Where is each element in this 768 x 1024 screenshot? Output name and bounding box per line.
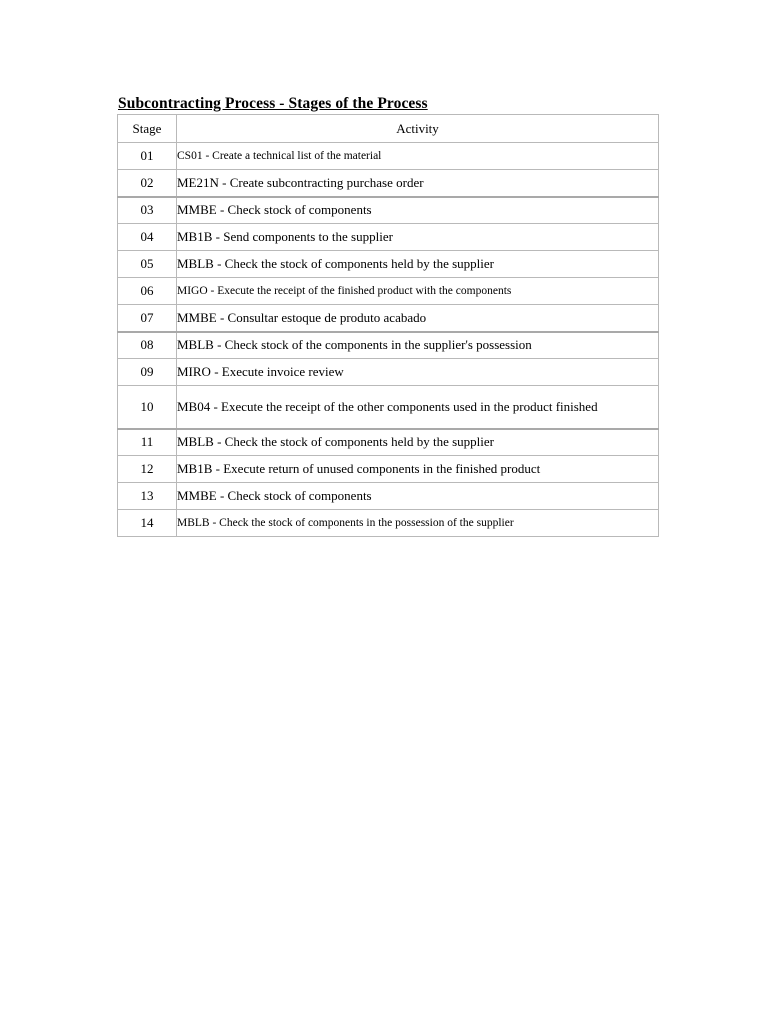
stage-number: 04 xyxy=(118,224,177,251)
activity-description: MBLB - Check the stock of components in the possession of the supplier xyxy=(177,510,659,537)
activity-column-header: Activity xyxy=(177,115,659,143)
activity-description: MB04 - Execute the receipt of the other components used in the product finished xyxy=(177,386,659,429)
stage-column-header: Stage xyxy=(118,115,177,143)
stage-number: 01 xyxy=(118,143,177,170)
stage-number: 06 xyxy=(118,278,177,305)
stages-table xyxy=(117,114,659,537)
table-row xyxy=(118,386,659,429)
activity-description: ME21N - Create subcontracting purchase order xyxy=(177,170,659,197)
table-row xyxy=(118,483,659,510)
table-header-row xyxy=(118,115,659,143)
stage-number: 07 xyxy=(118,305,177,332)
stage-number: 14 xyxy=(118,510,177,537)
table-row xyxy=(118,170,659,197)
table-row xyxy=(118,510,659,537)
stage-number: 03 xyxy=(118,197,177,224)
activity-description: MBLB - Check the stock of components held by the supplier xyxy=(177,429,659,456)
stage-number: 11 xyxy=(118,429,177,456)
stage-number: 02 xyxy=(118,170,177,197)
stage-number: 13 xyxy=(118,483,177,510)
activity-description: MMBE - Check stock of components xyxy=(177,483,659,510)
table-row xyxy=(118,359,659,386)
table-row xyxy=(118,332,659,359)
table-row xyxy=(118,278,659,305)
stage-number: 08 xyxy=(118,332,177,359)
stage-number: 05 xyxy=(118,251,177,278)
activity-description: MB1B - Send components to the supplier xyxy=(177,224,659,251)
table-row xyxy=(118,305,659,332)
activity-description: MB1B - Execute return of unused components in the finished product xyxy=(177,456,659,483)
table-row xyxy=(118,251,659,278)
activity-description: MIRO - Execute invoice review xyxy=(177,359,659,386)
table-row xyxy=(118,224,659,251)
activity-description: MBLB - Check stock of the components in the supplier's possession xyxy=(177,332,659,359)
activity-description: CS01 - Create a technical list of the material xyxy=(177,143,659,170)
table-row xyxy=(118,456,659,483)
activity-description: MMBE - Consultar estoque de produto acabado xyxy=(177,305,659,332)
activity-description: MIGO - Execute the receipt of the finished product with the components xyxy=(177,278,659,305)
table-row xyxy=(118,197,659,224)
document-title: Subcontracting Process - Stages of the Process xyxy=(118,95,428,112)
activity-description: MBLB - Check the stock of components held by the supplier xyxy=(177,251,659,278)
activity-description: MMBE - Check stock of components xyxy=(177,197,659,224)
stage-number: 12 xyxy=(118,456,177,483)
stage-number: 09 xyxy=(118,359,177,386)
table-row xyxy=(118,429,659,456)
table-row xyxy=(118,143,659,170)
stage-number: 10 xyxy=(118,386,177,429)
